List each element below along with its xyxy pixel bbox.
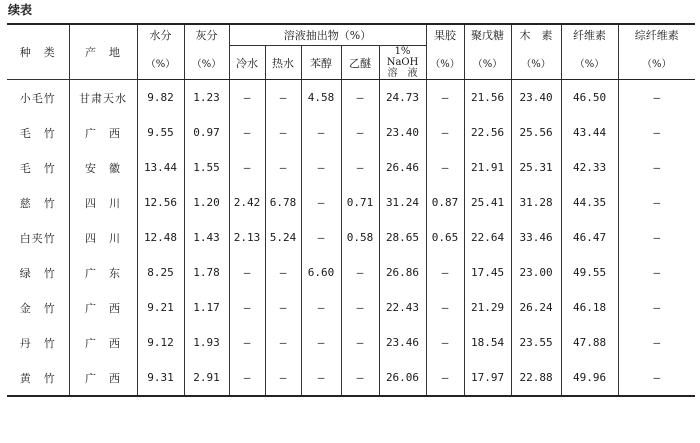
- unit-moisture: （%）: [137, 46, 184, 80]
- cell-alpha-cellulose: —: [618, 115, 695, 150]
- cell-pectin: 0.87: [426, 185, 464, 220]
- table-row: [7, 150, 695, 185]
- table-row: [7, 255, 695, 290]
- cell-cold-water: —: [229, 115, 265, 150]
- cell-pentosan: 18.54: [464, 325, 511, 360]
- cell-hot-water: —: [265, 80, 301, 116]
- naoh-line-3: 溶 液: [387, 68, 418, 79]
- cell-pectin: —: [426, 80, 464, 116]
- cell-ash: 1.17: [184, 290, 229, 325]
- cell-naoh: 28.65: [379, 220, 426, 255]
- cell-ether: —: [341, 360, 379, 396]
- cell-ash: 1.55: [184, 150, 229, 185]
- cell-benzene-alcohol: —: [301, 290, 341, 325]
- cell-cellulose: 46.47: [561, 220, 618, 255]
- cell-ash: 2.91: [184, 360, 229, 396]
- cell-hot-water: —: [265, 255, 301, 290]
- cell-origin: 广 西: [69, 115, 137, 150]
- unit-cellulose: （%）: [561, 46, 618, 80]
- table-row: [7, 80, 695, 116]
- cell-lignin: 31.28: [511, 185, 561, 220]
- table-row: [7, 115, 695, 150]
- header-hot-water: 热水: [265, 46, 301, 80]
- header-benzene-alcohol: 苯醇: [301, 46, 341, 80]
- cell-naoh: 31.24: [379, 185, 426, 220]
- cell-moisture: 12.48: [137, 220, 184, 255]
- cell-lignin: 25.31: [511, 150, 561, 185]
- unit-ash: （%）: [184, 46, 229, 80]
- cell-origin: 四 川: [69, 220, 137, 255]
- cell-cellulose: 44.35: [561, 185, 618, 220]
- cell-hot-water: 5.24: [265, 220, 301, 255]
- cell-alpha-cellulose: —: [618, 185, 695, 220]
- cell-moisture: 9.82: [137, 80, 184, 116]
- cell-origin: 广 西: [69, 360, 137, 396]
- cell-ether: —: [341, 325, 379, 360]
- cell-cellulose: 46.50: [561, 80, 618, 116]
- cell-benzene-alcohol: —: [301, 325, 341, 360]
- cell-cellulose: 47.88: [561, 325, 618, 360]
- cell-pectin: —: [426, 255, 464, 290]
- unit-lignin: （%）: [511, 46, 561, 80]
- cell-ash: 1.43: [184, 220, 229, 255]
- naoh-line-2: NaOH: [386, 57, 419, 68]
- cell-benzene-alcohol: —: [301, 115, 341, 150]
- unit-pectin: （%）: [426, 46, 464, 80]
- cell-species: 黄 竹: [7, 360, 69, 396]
- cell-pentosan: 21.91: [464, 150, 511, 185]
- cell-cellulose: 49.55: [561, 255, 618, 290]
- header-lignin: 木 素: [511, 24, 561, 46]
- cell-lignin: 33.46: [511, 220, 561, 255]
- cell-pectin: —: [426, 150, 464, 185]
- unit-pentosan: （%）: [464, 46, 511, 80]
- cell-species: 金 竹: [19, 301, 56, 315]
- cell-cold-water: —: [229, 290, 265, 325]
- cell-naoh: 22.43: [379, 290, 426, 325]
- cell-ether: —: [341, 115, 379, 150]
- cell-alpha-cellulose: —: [618, 325, 695, 360]
- cell-species: 慈 竹: [19, 196, 56, 210]
- cell-naoh: 23.40: [379, 115, 426, 150]
- cell-cold-water: 2.42: [229, 185, 265, 220]
- cell-pectin: —: [426, 115, 464, 150]
- cell-hot-water: —: [265, 290, 301, 325]
- cell-species: 白夹竹: [19, 231, 56, 245]
- cell-species: 毛 竹: [19, 161, 56, 175]
- cell-pentosan: 22.64: [464, 220, 511, 255]
- cell-pentosan: 22.56: [464, 115, 511, 150]
- cell-alpha-cellulose: —: [618, 80, 695, 116]
- cell-benzene-alcohol: 4.58: [301, 80, 341, 116]
- cell-moisture: 9.55: [137, 115, 184, 150]
- cell-cellulose: 42.33: [561, 150, 618, 185]
- cell-benzene-alcohol: 6.60: [301, 255, 341, 290]
- cell-ether: —: [341, 255, 379, 290]
- cell-lignin: 26.24: [511, 290, 561, 325]
- cell-ash: 1.93: [184, 325, 229, 360]
- cell-pentosan: 21.56: [464, 80, 511, 116]
- header-cold-water: 冷水: [229, 46, 265, 80]
- cell-alpha-cellulose: —: [618, 220, 695, 255]
- cell-alpha-cellulose: —: [618, 360, 695, 396]
- cell-moisture: 8.25: [137, 255, 184, 290]
- cell-cellulose: 43.44: [561, 115, 618, 150]
- header-ash: 灰分: [184, 24, 229, 46]
- cell-benzene-alcohol: —: [301, 185, 341, 220]
- unit-alpha-cellulose: （%）: [618, 46, 695, 80]
- header-pectin: 果胶: [426, 24, 464, 46]
- cell-hot-water: —: [265, 325, 301, 360]
- table-row: [7, 360, 695, 396]
- header-ether: 乙醚: [341, 46, 379, 80]
- table-caption: 续表: [8, 3, 33, 17]
- cell-ash: 1.78: [184, 255, 229, 290]
- cell-cellulose: 49.96: [561, 360, 618, 396]
- cell-moisture: 9.12: [137, 325, 184, 360]
- cell-hot-water: —: [265, 150, 301, 185]
- cell-origin: 广 东: [69, 255, 137, 290]
- table-row: [7, 220, 695, 255]
- header-cellulose: 纤维素: [561, 24, 618, 46]
- cell-naoh: 26.86: [379, 255, 426, 290]
- table-row: [7, 290, 695, 325]
- cell-ether: 0.58: [341, 220, 379, 255]
- cell-ether: —: [341, 80, 379, 116]
- cell-benzene-alcohol: —: [301, 360, 341, 396]
- cell-cold-water: —: [229, 325, 265, 360]
- header-alpha-cellulose: 综纤维素: [618, 24, 695, 46]
- cell-naoh: 26.46: [379, 150, 426, 185]
- header-moisture: 水分: [137, 24, 184, 46]
- table-row: [7, 325, 695, 360]
- cell-naoh: 26.06: [379, 360, 426, 396]
- cell-pentosan: 25.41: [464, 185, 511, 220]
- cell-pectin: —: [426, 325, 464, 360]
- cell-ether: —: [341, 150, 379, 185]
- header-origin: 产 地: [69, 24, 137, 80]
- cell-pentosan: 21.29: [464, 290, 511, 325]
- cell-ether: —: [341, 290, 379, 325]
- cell-naoh: 23.46: [379, 325, 426, 360]
- cell-pentosan: 17.97: [464, 360, 511, 396]
- cell-origin: 安 徽: [69, 150, 137, 185]
- cell-ether: 0.71: [341, 185, 379, 220]
- cell-lignin: 22.88: [511, 360, 561, 396]
- cell-origin: 广 西: [69, 290, 137, 325]
- cell-origin: 四 川: [69, 185, 137, 220]
- cell-ash: 1.20: [184, 185, 229, 220]
- cell-moisture: 9.21: [137, 290, 184, 325]
- cell-hot-water: 6.78: [265, 185, 301, 220]
- cell-cold-water: —: [229, 80, 265, 116]
- cell-moisture: 9.31: [137, 360, 184, 396]
- cell-cellulose: 46.18: [561, 290, 618, 325]
- cell-hot-water: —: [265, 360, 301, 396]
- cell-species: 小毛竹: [19, 91, 56, 105]
- cell-naoh: 24.73: [379, 80, 426, 116]
- cell-lignin: 23.40: [511, 80, 561, 116]
- cell-alpha-cellulose: —: [618, 290, 695, 325]
- cell-origin: 广 西: [69, 325, 137, 360]
- cell-species: 毛 竹: [19, 126, 56, 140]
- cell-pectin: —: [426, 290, 464, 325]
- cell-benzene-alcohol: —: [301, 220, 341, 255]
- cell-pectin: —: [426, 360, 464, 396]
- cell-cold-water: —: [229, 255, 265, 290]
- header-pentosan: 聚戊糖: [464, 24, 511, 46]
- header-extract-group: 溶液抽出物（%）: [229, 24, 426, 46]
- cell-cold-water: 2.13: [229, 220, 265, 255]
- cell-lignin: 25.56: [511, 115, 561, 150]
- header-species: 种 类: [7, 24, 69, 80]
- cell-species: 丹 竹: [19, 336, 56, 350]
- cell-hot-water: —: [265, 115, 301, 150]
- cell-moisture: 12.56: [137, 185, 184, 220]
- cell-ash: 0.97: [184, 115, 229, 150]
- naoh-line-1: 1%: [394, 46, 411, 57]
- cell-origin: 甘肃天水: [69, 80, 137, 116]
- cell-alpha-cellulose: —: [618, 255, 695, 290]
- cell-species: 绿 竹: [19, 266, 56, 280]
- cell-moisture: 13.44: [137, 150, 184, 185]
- table-row: [7, 185, 695, 220]
- bamboo-composition-table: [7, 23, 695, 397]
- cell-lignin: 23.55: [511, 325, 561, 360]
- cell-pectin: 0.65: [426, 220, 464, 255]
- cell-lignin: 23.00: [511, 255, 561, 290]
- cell-alpha-cellulose: —: [618, 150, 695, 185]
- cell-pentosan: 17.45: [464, 255, 511, 290]
- cell-ash: 1.23: [184, 80, 229, 116]
- cell-cold-water: —: [229, 360, 265, 396]
- cell-benzene-alcohol: —: [301, 150, 341, 185]
- header-naoh: [379, 46, 426, 80]
- cell-cold-water: —: [229, 150, 265, 185]
